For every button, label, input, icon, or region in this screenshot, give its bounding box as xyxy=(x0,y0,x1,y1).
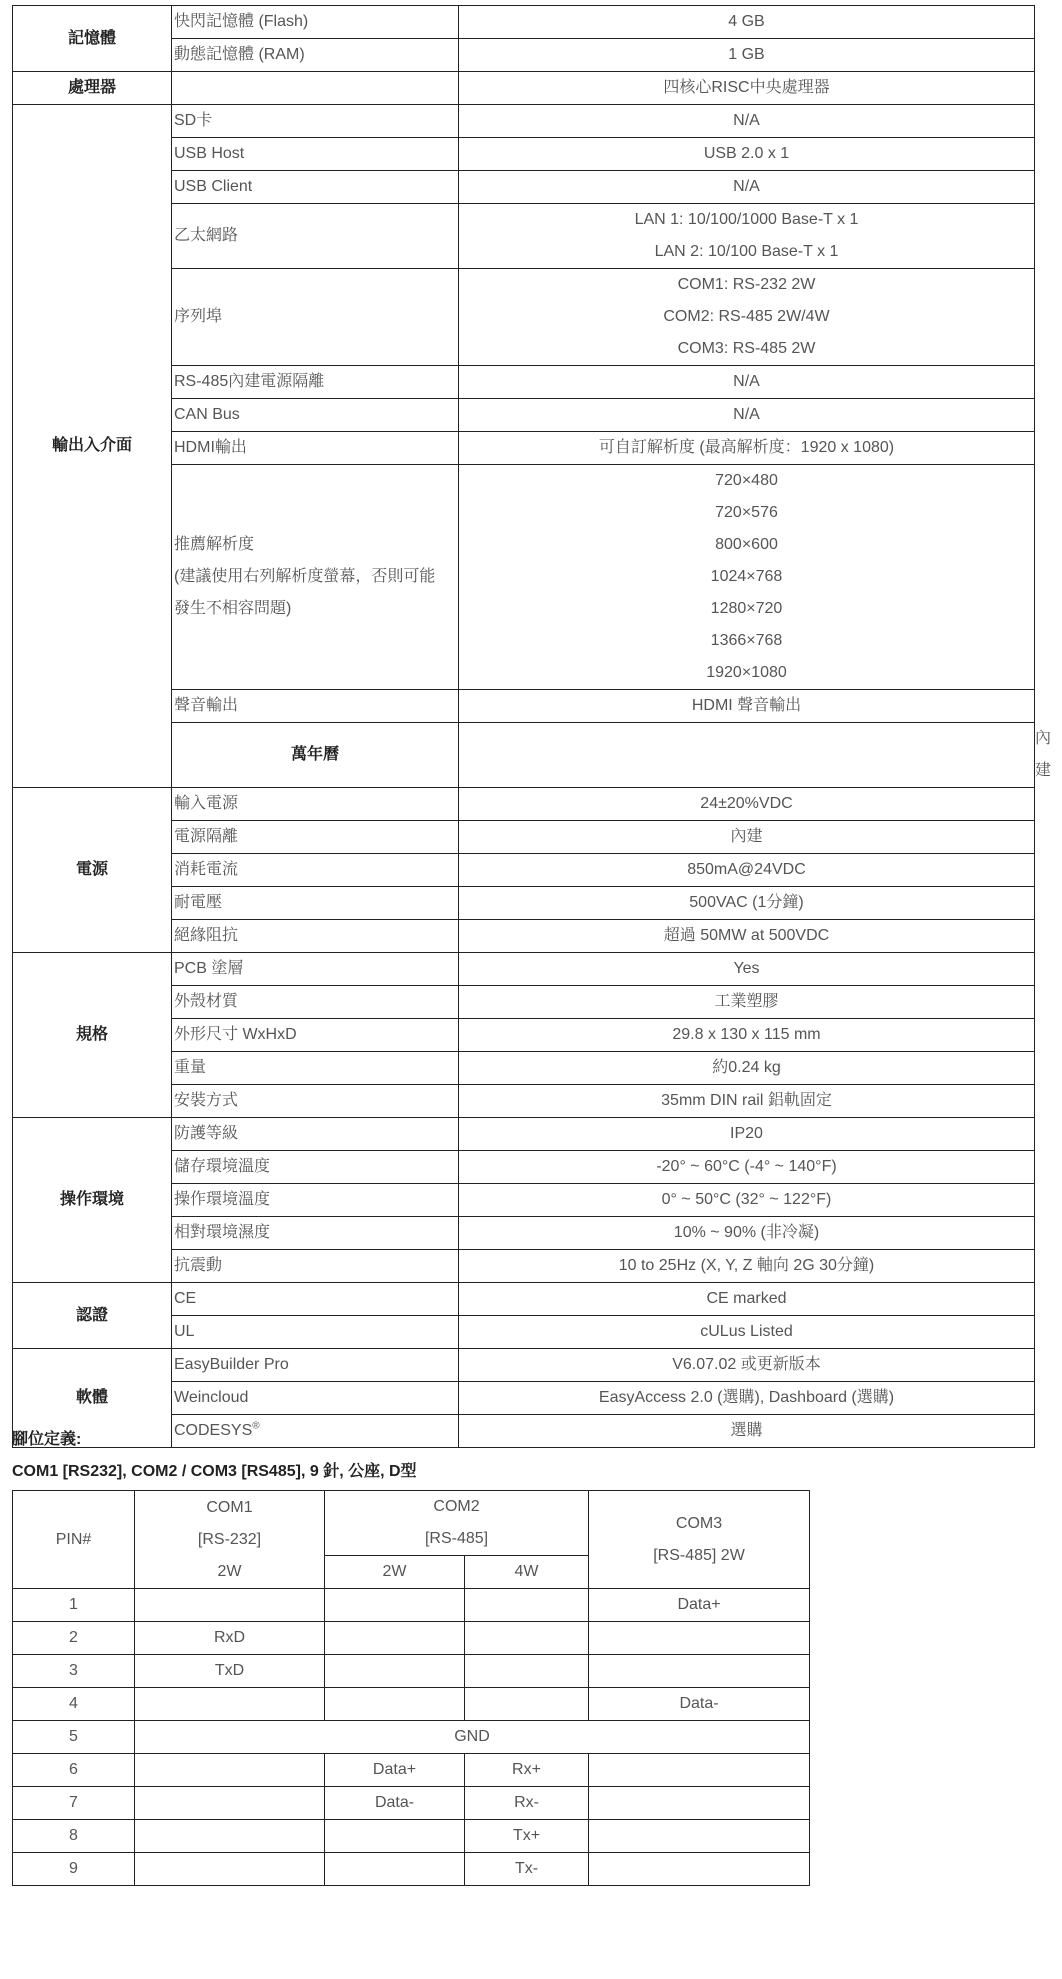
com2-4w-cell xyxy=(465,1589,589,1622)
com2-4w-cell: Tx+ xyxy=(465,1820,589,1853)
ethernet-line: LAN 2: 10/100 Base-T x 1 xyxy=(654,243,839,260)
spec-label: 絕緣阻抗 xyxy=(172,920,459,953)
spec-value: HDMI 聲音輸出 xyxy=(459,690,1035,723)
ethernet-line: LAN 1: 10/100/1000 Base-T x 1 xyxy=(634,211,859,228)
spec-label: 消耗電流 xyxy=(172,854,459,887)
spec-label: 動態記憶體 (RAM) xyxy=(172,39,459,72)
com1-cell xyxy=(135,1688,325,1721)
spec-label: 外形尺寸 WxHxD xyxy=(172,1019,459,1052)
com1-cell: TxD xyxy=(135,1655,325,1688)
spec-row xyxy=(13,6,1035,39)
com2-4w-cell xyxy=(465,1655,589,1688)
com3-cell xyxy=(589,1754,810,1787)
spec-label: 安裝方式 xyxy=(172,1085,459,1118)
pin-number: 7 xyxy=(13,1787,135,1820)
spec-value: N/A xyxy=(459,366,1035,399)
com2-header-line: [RS-485] xyxy=(424,1530,489,1547)
spec-value: IP20 xyxy=(459,1118,1035,1151)
spec-value: 約0.24 kg xyxy=(459,1052,1035,1085)
com1-header-line: [RS-232] xyxy=(197,1530,262,1548)
spec-row xyxy=(13,72,1035,105)
serial-line: COM1: RS-232 2W xyxy=(677,276,816,293)
spec-label xyxy=(172,465,459,690)
com3-header xyxy=(589,1491,810,1589)
spec-value: 0° ~ 50°C (32° ~ 122°F) xyxy=(459,1184,1035,1217)
spec-label: 聲音輸出 xyxy=(172,690,459,723)
pin-number: 5 xyxy=(13,1721,135,1754)
resolution-label-line: 推薦解析度 xyxy=(174,536,255,553)
spec-label: SD卡 xyxy=(172,105,459,138)
com2-4w-cell: Tx- xyxy=(465,1853,589,1886)
category-memory: 記憶體 xyxy=(13,6,172,72)
pin-number: 2 xyxy=(13,1622,135,1655)
spec-value: N/A xyxy=(459,399,1035,432)
spec-label: USB Client xyxy=(172,171,459,204)
spec-row xyxy=(13,1349,1035,1382)
spec-value: 35mm DIN rail 鋁軌固定 xyxy=(459,1085,1035,1118)
com3-cell: Data- xyxy=(589,1688,810,1721)
pin-number: 6 xyxy=(13,1754,135,1787)
category-software: 軟體 xyxy=(13,1349,172,1448)
resolution-line: 720×480 xyxy=(715,472,778,489)
spec-value: V6.07.02 或更新版本 xyxy=(459,1349,1035,1382)
spec-value xyxy=(459,204,1035,269)
spec-value: EasyAccess 2.0 (選購), Dashboard (選購) xyxy=(459,1382,1035,1415)
pin-table xyxy=(12,1490,810,1886)
spec-label: EasyBuilder Pro xyxy=(172,1349,459,1382)
com2-2w-cell xyxy=(325,1820,465,1853)
pin-definition-heading: 腳位定義: xyxy=(12,1431,82,1448)
com2-2w-cell: Data+ xyxy=(325,1754,465,1787)
category-power: 電源 xyxy=(13,788,172,953)
com1-cell xyxy=(135,1754,325,1787)
com2-2w-cell xyxy=(325,1655,465,1688)
spec-label: PCB 塗層 xyxy=(172,953,459,986)
spec-label: RS-485內建電源隔離 xyxy=(172,366,459,399)
spec-row xyxy=(13,105,1035,138)
spec-label: 快閃記憶體 (Flash) xyxy=(172,6,459,39)
com2-header-line: COM2 xyxy=(433,1498,480,1515)
category-processor: 處理器 xyxy=(13,72,172,105)
category-environment: 操作環境 xyxy=(13,1118,172,1283)
spec-label: 抗震動 xyxy=(172,1250,459,1283)
pin-row xyxy=(13,1622,810,1655)
com2-4w-cell: Rx+ xyxy=(465,1754,589,1787)
pin-row xyxy=(13,1655,810,1688)
spec-label: 儲存環境溫度 xyxy=(172,1151,459,1184)
com2-4w-cell xyxy=(465,1688,589,1721)
spec-row xyxy=(13,953,1035,986)
spec-value: 24±20%VDC xyxy=(459,788,1035,821)
com2-2w-cell xyxy=(325,1589,465,1622)
resolution-line: 1024×768 xyxy=(710,568,783,585)
com3-cell xyxy=(589,1787,810,1820)
serial-line: COM2: RS-485 2W/4W xyxy=(663,308,830,325)
resolution-line: 800×600 xyxy=(715,536,778,553)
pin-number: 8 xyxy=(13,1820,135,1853)
com3-cell: Data+ xyxy=(589,1589,810,1622)
com2-2w-cell: Data- xyxy=(325,1787,465,1820)
com3-cell xyxy=(589,1622,810,1655)
gnd-merged-cell: GND xyxy=(135,1721,810,1754)
category-io: 輸出入介面 xyxy=(13,105,172,788)
pin-row xyxy=(13,1688,810,1721)
resolution-line: 1280×720 xyxy=(710,600,783,617)
pin-definition-subheading: COM1 [RS232], COM2 / COM3 [RS485], 9 針, 公座, D型 xyxy=(12,1463,417,1480)
pin-row xyxy=(13,1853,810,1886)
spec-table xyxy=(12,5,1052,1448)
spec-label: HDMI輸出 xyxy=(172,432,459,465)
spec-value: 500VAC (1分鐘) xyxy=(459,887,1035,920)
spec-row xyxy=(13,788,1035,821)
com3-cell xyxy=(589,1655,810,1688)
com1-cell xyxy=(135,1820,325,1853)
pin-number: 4 xyxy=(13,1688,135,1721)
com2-2w-cell xyxy=(325,1853,465,1886)
com3-header-line: [RS-485] 2W xyxy=(653,1546,745,1564)
spec-value: cULus Listed xyxy=(459,1316,1035,1349)
spec-value: N/A xyxy=(459,105,1035,138)
spec-row xyxy=(13,1118,1035,1151)
resolution-line: 1366×768 xyxy=(710,632,783,649)
spec-value: N/A xyxy=(459,171,1035,204)
spec-value: USB 2.0 x 1 xyxy=(459,138,1035,171)
spec-label xyxy=(172,1415,459,1448)
spec-value: 4 GB xyxy=(459,6,1035,39)
spec-row: 萬年曆 內建 xyxy=(13,723,1035,788)
spec-label: Weincloud xyxy=(172,1382,459,1415)
spec-value: -20° ~ 60°C (-4° ~ 140°F) xyxy=(459,1151,1035,1184)
spec-value: 10% ~ 90% (非冷凝) xyxy=(459,1217,1035,1250)
com1-cell xyxy=(135,1787,325,1820)
spec-value: 內建 xyxy=(459,821,1035,854)
spec-value: 超過 50MW at 500VDC xyxy=(459,920,1035,953)
category-spec: 規格 xyxy=(13,953,172,1118)
spec-label: CAN Bus xyxy=(172,399,459,432)
com3-cell xyxy=(589,1820,810,1853)
resolution-label-line: (建議使用右列解析度螢幕，否則可能 xyxy=(174,568,436,585)
spec-value: CE marked xyxy=(459,1283,1035,1316)
com2-2w-cell xyxy=(325,1622,465,1655)
category-rtc: 萬年曆 xyxy=(172,723,459,788)
spec-value xyxy=(459,269,1035,366)
com2-header xyxy=(325,1491,589,1556)
spec-label: USB Host xyxy=(172,138,459,171)
spec-label: 耐電壓 xyxy=(172,887,459,920)
codesys-label: CODESYS xyxy=(174,1422,253,1439)
pin-number: 1 xyxy=(13,1589,135,1622)
pin-row xyxy=(13,1820,810,1853)
spec-label: 重量 xyxy=(172,1052,459,1085)
resolution-label-line: 發生不相容問題) xyxy=(174,600,292,617)
spec-label: 相對環境濕度 xyxy=(172,1217,459,1250)
com3-cell xyxy=(589,1853,810,1886)
com1-cell xyxy=(135,1589,325,1622)
com2-2w-header: 2W xyxy=(325,1556,465,1589)
category-certification: 認證 xyxy=(13,1283,172,1349)
pin-header: PIN# xyxy=(13,1491,135,1589)
spec-value: 29.8 x 130 x 115 mm xyxy=(459,1019,1035,1052)
com1-header xyxy=(135,1491,325,1589)
pin-row xyxy=(13,1589,810,1622)
spec-label: UL xyxy=(172,1316,459,1349)
spec-value xyxy=(459,465,1035,690)
spec-value: 1 GB xyxy=(459,39,1035,72)
spec-label: 電源隔離 xyxy=(172,821,459,854)
com1-cell xyxy=(135,1853,325,1886)
spec-value: Yes xyxy=(459,953,1035,986)
spec-label: 外殼材質 xyxy=(172,986,459,1019)
spec-value: 850mA@24VDC xyxy=(459,854,1035,887)
com1-header-line: 2W xyxy=(217,1562,242,1580)
com3-header-line: COM3 xyxy=(675,1514,723,1532)
spec-value: 四核心RISC中央處理器 xyxy=(459,72,1035,105)
spec-label: 輸入電源 xyxy=(172,788,459,821)
pin-row xyxy=(13,1754,810,1787)
spec-label-empty xyxy=(172,72,459,105)
registered-mark: ® xyxy=(252,1420,260,1432)
com2-4w-cell xyxy=(465,1622,589,1655)
spec-value: 工業塑膠 xyxy=(459,986,1035,1019)
pin-number: 3 xyxy=(13,1655,135,1688)
spec-label: CE xyxy=(172,1283,459,1316)
spec-label: 防護等級 xyxy=(172,1118,459,1151)
pin-row xyxy=(13,1721,810,1754)
spec-value: 10 to 25Hz (X, Y, Z 軸向 2G 30分鐘) xyxy=(459,1250,1035,1283)
spec-label-empty xyxy=(459,723,1035,788)
spec-value: 選購 xyxy=(459,1415,1035,1448)
com2-4w-header: 4W xyxy=(465,1556,589,1589)
spec-label: 序列埠 xyxy=(172,269,459,366)
spec-row xyxy=(13,1283,1035,1316)
com2-2w-cell xyxy=(325,1688,465,1721)
pin-number: 9 xyxy=(13,1853,135,1886)
com1-header-line: COM1 xyxy=(206,1498,253,1516)
com2-4w-cell: Rx- xyxy=(465,1787,589,1820)
spec-value: 可自訂解析度 (最高解析度：1920 x 1080) xyxy=(459,432,1035,465)
spec-label: 乙太網路 xyxy=(172,204,459,269)
com1-cell: RxD xyxy=(135,1622,325,1655)
resolution-line: 1920×1080 xyxy=(706,664,787,681)
resolution-line: 720×576 xyxy=(715,504,778,521)
serial-line: COM3: RS-485 2W xyxy=(677,340,816,357)
spec-label: 操作環境溫度 xyxy=(172,1184,459,1217)
pin-row xyxy=(13,1787,810,1820)
